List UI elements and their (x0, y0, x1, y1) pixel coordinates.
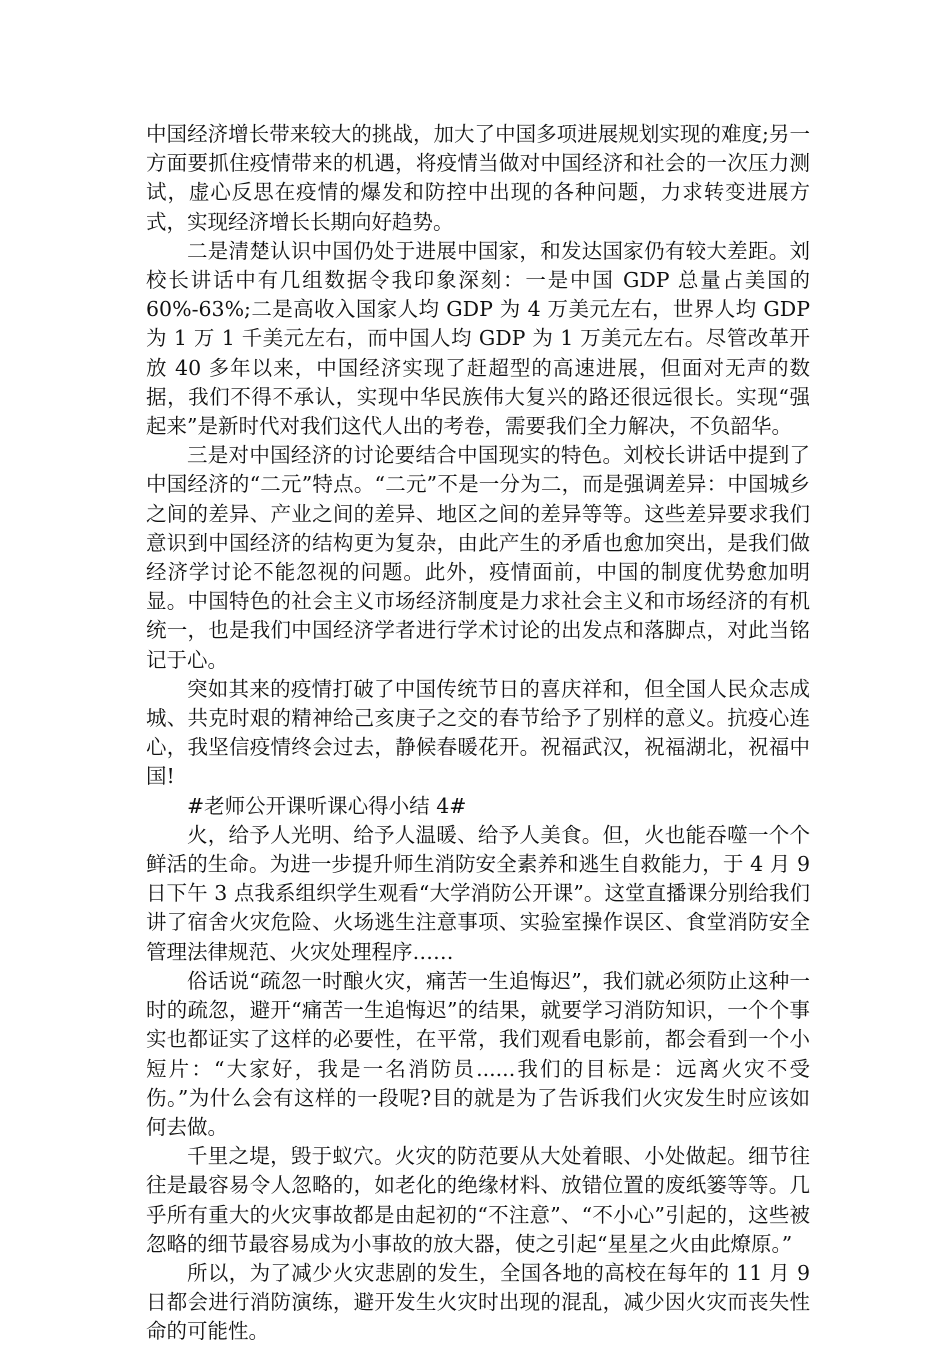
paragraph-closing-wishes: 突如其来的疫情打破了中国传统节日的喜庆祥和，但全国人民众志成城、共克时艰的精神给己亥庚子之交的春节给予了别样的意义。抗疫心连心，我坚信疫情终会过去，静候春暖花开。祝福武汉，祝福湖北，祝福中国! (146, 676, 810, 789)
paragraph-details: 千里之堤，毁于蚁穴。火灾的防范要从大处着眼、小处做起。细节往往是最容易令人忽略的，如老化的绝缘材料、放错位置的废纸篓等等。几乎所有重大的火灾事故都是由起初的“不注意”、“不小心”引起的，这些被忽略的细节最容易成为小事故的放大器，使之引起“星星之火由此燎原。” (146, 1144, 810, 1256)
section-heading: #老师公开课听课心得小结 4# (187, 793, 467, 818)
paragraph-conclusion: 所以，为了减少火灾悲剧的发生，全国各地的高校在每年的 11 月 9 日都会进行消防演练，避开发生火灾时出现的混乱，减少因火灾而丧失性命的可能性。 (146, 1260, 810, 1344)
document-body (146, 120, 810, 1347)
paragraph-proverb: 俗话说“疏忽一时酿火灾，痛苦一生追悔迟”，我们就必须防止这种一时的疏忽，避开“痛苦一生追悔迟”的结果，就要学习消防知识，一个个事实也都证实了这样的必要性，在平常，我们观看电影前，都会看到一个小短片：“大家好，我是一名消防员......我们的目标是：远离火灾不受伤。”为什么会有这样的一段呢?目的就是为了告诉我们火灾发生时应该如何去做。 (146, 968, 810, 1139)
paragraph-continuation: 中国经济增长带来较大的挑战，加大了中国多项进展规划实现的难度;另一方面要抓住疫情带来的机遇，将疫情当做对中国经济和社会的一次压力测试，虚心反思在疫情的爆发和防控中出现的各种问题，力求转变进展方式，实现经济增长长期向好趋势。 (146, 122, 810, 234)
paragraph-second-point: 二是清楚认识中国仍处于进展中国家，和发达国家仍有较大差距。刘校长讲话中有几组数据令我印象深刻：一是中国 GDP 总量占美国的 60%-63%;二是高收入国家人均 GDP 为 4 万美元左右，世界人均 GDP 为 1 万 1 千美元左右，而中国人均 GDP 为 1 万美元左右。尽管改革开放 40 多年以来，中国经济实现了赶超型的高速进展，但面对无声的数据，我们不得不承认，实现中华民族伟大复兴的路还很远很长。实现“强起来”是新时代对我们这代人出的考卷，需要我们全力解决，不负韶华。 (146, 238, 810, 439)
paragraph-third-point: 三是对中国经济的讨论要结合中国现实的特色。刘校长讲话中提到了中国经济的“二元”特点。“二元”不是一分为二，而是强调差异：中国城乡之间的差异、产业之间的差异、地区之间的差异等等。这些差异要求我们意识到中国经济的结构更为复杂，由此产生的矛盾也愈加突出，是我们做经济学讨论不能忽视的问题。此外，疫情面前，中国的制度优势愈加明显。中国特色的社会主义市场经济制度是力求社会主义和市场经济的有机统一，也是我们中国经济学者进行学术讨论的出发点和落脚点，对此当铭记于心。 (146, 443, 810, 672)
paragraph-fire-intro: 火，给予人光明、给予人温暖、给予人美食。但，火也能吞噬一个个鲜活的生命。为进一步提升师生消防安全素养和逃生自救能力，于 4 月 9 日下午 3 点我系组织学生观看“大学消防公开课”。这堂直播课分别给我们讲了宿舍火灾危险、火场逃生注意事项、实验室操作误区、食堂消防安全管理法律规范、火灾处理程序…… (146, 822, 810, 964)
